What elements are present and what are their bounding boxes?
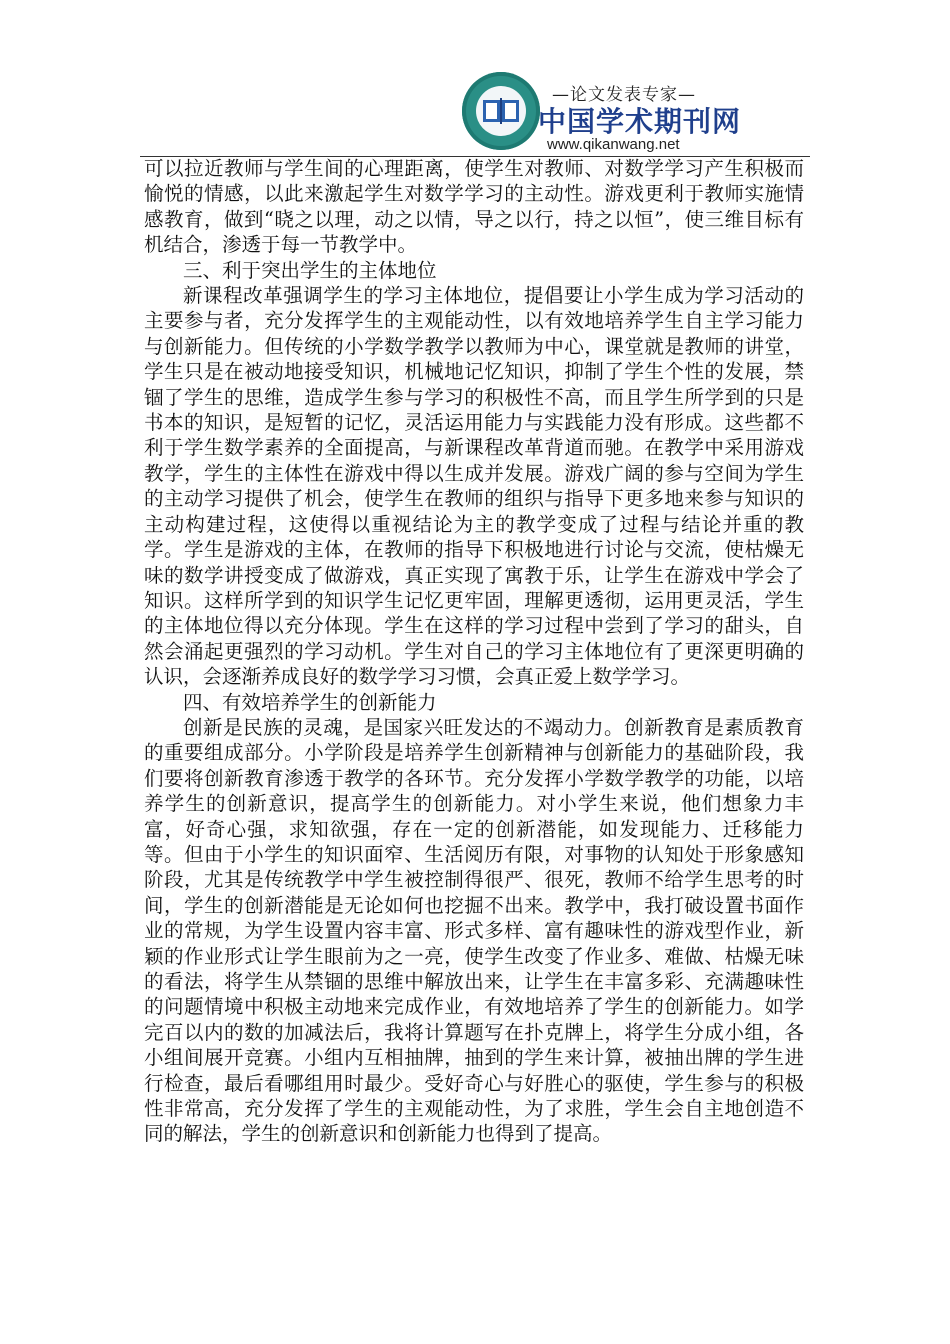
section-heading-4: 四、有效培养学生的创新能力	[183, 690, 437, 714]
paragraph-innovation: 创新是民族的灵魂，是国家兴旺发达的不竭动力。创新教育是素质教育的重要组成部分。小学阶段是培养学生创新精神与创新能力的基础阶段，我们要将创新教育渗透于教学的各环节。充分发挥小学数学教学的功能，以培养学生的创新意识，提高学生的创新能力。对小学生来说，他们想象力丰富，好奇心强，求知欲强，存在一定的创新潜能，如发现能力、迁移能力等。但由于小学生的知识面窄、生活阅历有限，对事物的认知处于形象感知阶段，尤其是传统教学中学生被控制得很严、很死，教师不给学生思考的时间，学生的创新潜能是无论如何也挖掘不出来。教学中，我打破设置书面作业的常规，为学生设置内容丰富、形式多样、富有趣味性的游戏型作业，新颖的作业形式让学生眼前为之一亮，使学生改变了作业多、难做、枯燥无味的看法，将学生从禁锢的思维中解放出来，让学生在丰富多彩、充满趣味性的问题情境中积极主动地来完成作业，有效地培养了学生的创新能力。如学完百以内的数的加减法后，我将计算题写在扑克牌上，将学生分成小组，各小组间展开竞赛。小组内互相抽牌，抽到的学生来计算，被抽出牌的学生进行检查，最后看哪组用时最少。受好奇心与好胜心的驱使，学生参与的积极性非常高，充分发挥了学生的主观能动性，为了求胜，学生会自主地创造不同的解法，学生的创新意识和创新能力也得到了提高。	[144, 715, 804, 1146]
paragraph-subject-status: 新课程改革强调学生的学习主体地位，提倡要让小学生成为学习活动的主要参与者，充分发挥学生的主观能动性，以有效地培养学生自主学习能力与创新能力。但传统的小学数学教学以教师为中心，课堂就是教师的讲堂，学生只是在被动地接受知识，机械地记忆知识，抑制了学生个性的发展，禁锢了学生的思维，造成学生参与学习的积极性不高，而且学生所学到的只是书本的知识，是短暂的记忆，灵活运用能力与实践能力没有形成。这些都不利于学生数学素养的全面提高，与新课程改革背道而驰。在教学中采用游戏教学，学生的主体性在游戏中得以生成并发展。游戏广阔的参与空间为学生的主动学习提供了机会，使学生在教师的组织与指导下更多地来参与知识的主动构建过程，这使得以重视结论为主的教学变成了过程与结论并重的教学。学生是游戏的主体，在教师的指导下积极地进行讨论与交流，使枯燥无味的数学讲授变成了做游戏，真正实现了寓教于乐，让学生在游戏中学会了知识。这样所学到的知识学生记忆更牢固，理解更透彻，运用更灵活，学生的主体地位得以充分体现。学生在这样的学习过程中尝到了学习的甜头，自然会涌起更强烈的学习动机。学生对自己的学习主体地位有了更深更明确的认识，会逐渐养成良好的数学学习习惯，会真正爱上数学学习。	[144, 284, 804, 689]
page-header	[0, 0, 950, 158]
site-url: www.qikanwang.net	[547, 136, 680, 153]
book-globe-icon	[476, 86, 526, 136]
article-body	[144, 156, 804, 1147]
brand-name: 中国学术期刊网	[538, 105, 742, 138]
section-heading-3: 三、利于突出学生的主体地位	[183, 258, 437, 282]
paragraph-continued: 可以拉近教师与学生间的心理距离，使学生对教师、对数学学习产生积极而愉悦的情感，以此来激起学生对数学学习的主动性。游戏更利于教师实施情感教育，做到“晓之以理，动之以情，导之以行，持之以恒”，使三维目标有机结合，渗透于每一节教学中。	[144, 157, 804, 257]
header-tagline: —论文发表专家—	[552, 85, 696, 105]
site-logo	[462, 72, 540, 150]
